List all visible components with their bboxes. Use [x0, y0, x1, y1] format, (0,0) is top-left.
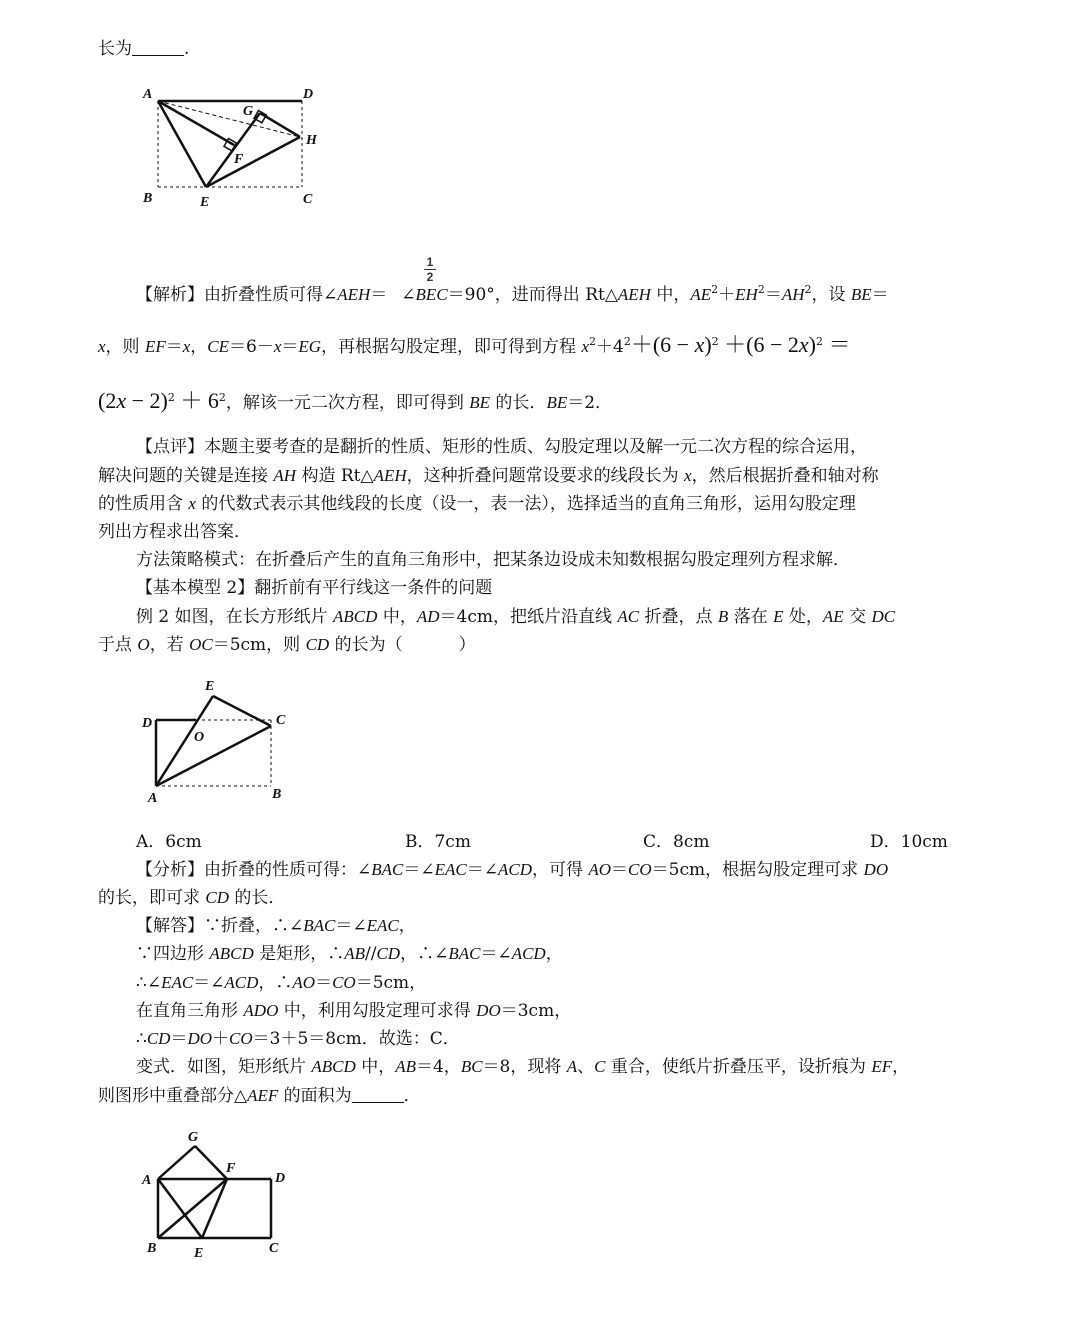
analysis1-line2: x，则 EF＝x，CE＝6－x＝EG，再根据勾股定理，即可得到方程 $x^2+4^2+(6 - x)^2 +(6 - 2x)^2$ ＝ — [98, 332, 851, 357]
fig2-segment-ec — [213, 696, 271, 726]
fig2-label-b: B — [272, 787, 282, 802]
fig3-label-g: G — [188, 1130, 199, 1145]
analysis2-line1: 【分析】由折叠的性质可得：∠BAC＝∠EAC＝∠ACD，可得 AO＝CO＝5cm，根据勾股定理可求 DO — [136, 860, 889, 880]
fig3-segment-fe — [202, 1179, 227, 1238]
fig2-label-e: E — [205, 679, 215, 694]
fig3-label-b: B — [147, 1241, 157, 1256]
option-c: C．8cm — [643, 832, 710, 852]
fig1-label-f: F — [234, 152, 244, 167]
fig3-segment-bf — [158, 1179, 227, 1238]
fig2-segment-ac — [156, 726, 271, 786]
figure-3 — [130, 1122, 300, 1262]
area-answer-blank — [352, 1086, 404, 1103]
variant-line1: 变式．如图，矩形纸片 ABCD 中，AB＝4，BC＝8，现将 A、C 重合，使纸片折叠压平，设折痕为 EF， — [136, 1057, 910, 1077]
comment-line4: 列出方程求出答案． — [98, 522, 251, 542]
figure-2 — [130, 672, 300, 812]
fig1-label-h: H — [306, 133, 317, 148]
fig1-label-e: E — [200, 195, 210, 210]
comment-line3: 的性质用含 x 的代数式表示其他线段的长度（设一，表一法），选择适当的直角三角形，运用勾股定理 — [98, 494, 856, 514]
fig3-label-c: C — [269, 1241, 279, 1256]
fig3-label-e: E — [194, 1246, 204, 1261]
fig2-label-a: A — [148, 791, 158, 806]
model2-heading: 【基本模型 2】翻折前有平行线这一条件的问题 — [136, 578, 493, 598]
strategy-line: 方法策略模式：在折叠后产生的直角三角形中，把某条边设成未知数根据勾股定理列方程求解． — [136, 550, 850, 570]
fig3-segment-ae — [158, 1179, 202, 1238]
answer-blank — [132, 39, 184, 56]
solution-line3: ∴∠EAC＝∠ACD，∴AO＝CO＝5cm， — [136, 973, 427, 993]
option-b: B．7cm — [405, 832, 471, 852]
figure-1 — [130, 80, 340, 215]
fig3-label-f: F — [226, 1161, 236, 1176]
comment-line1: 【点评】本题主要考查的是翻折的性质、矩形的性质、勾股定理以及解一元二次方程的综合运用， — [136, 437, 867, 457]
fig3-segment-gf — [195, 1146, 227, 1179]
analysis1-line3: $(2x - 2)^2 + 6^2$，解该一元二次方程，即可得到 BE 的长．BE＝2． — [98, 388, 613, 413]
fig3-label-a: A — [142, 1173, 152, 1188]
solution-line4: 在直角三角形 ADO 中，利用勾股定理可求得 DO＝3cm， — [136, 1001, 572, 1021]
option-d: D．10cm — [870, 832, 948, 852]
fig1-label-a: A — [143, 87, 153, 102]
fig1-label-g: G — [243, 104, 254, 119]
fig2-label-d: D — [142, 716, 153, 731]
example2-line1: 例 2 如图，在长方形纸片 ABCD 中，AD＝4cm，把纸片沿直线 AC 折叠，点 B 落在 E 处，AE 交 DC — [136, 607, 896, 627]
fig1-label-d: D — [303, 87, 314, 102]
fig1-label-c: C — [303, 192, 313, 207]
example2-line2: 于点 O，若 OC＝5cm，则 CD 的长为（ ） — [98, 635, 476, 655]
fig1-label-b: B — [143, 191, 153, 206]
analysis1-line1: 【解析】由折叠性质可得∠AEH＝ ∠BEC＝90°，进而得出 Rt△AEH 中，$AE^2+EH^2=AH^2$，设 BE＝ — [136, 283, 889, 305]
top-question-line: 长为 . — [98, 39, 190, 59]
fig2-label-c: C — [276, 713, 286, 728]
fig1-segment-ah — [158, 101, 300, 137]
solution-line1: 【解答】∵折叠，∴∠BAC＝∠EAC， — [136, 916, 416, 936]
variant-line2: 则图形中重叠部分△AEF 的面积为 ． — [98, 1086, 421, 1106]
fig1-segment-eh — [206, 137, 300, 187]
solution-line2: ∵四边形 ABCD 是矩形，∴AB//CD，∴∠BAC＝∠ACD， — [136, 944, 563, 964]
comment-line2: 解决问题的关键是连接 AH 构造 Rt△AEH，这种折叠问题常设要求的线段长为 x，然后根据折叠和轴对称 — [98, 466, 879, 486]
option-a: A．6cm — [136, 832, 202, 852]
fig3-label-d: D — [275, 1171, 286, 1186]
fraction-one-half: 1 2 — [424, 256, 436, 283]
analysis2-line2: 的长，即可求 CD 的长． — [98, 888, 286, 908]
fig3-segment-ag — [158, 1146, 195, 1179]
solution-line5: ∴CD＝DO＋CO＝3＋5＝8cm．故选：C． — [136, 1029, 460, 1049]
fig2-label-o: O — [194, 730, 205, 745]
